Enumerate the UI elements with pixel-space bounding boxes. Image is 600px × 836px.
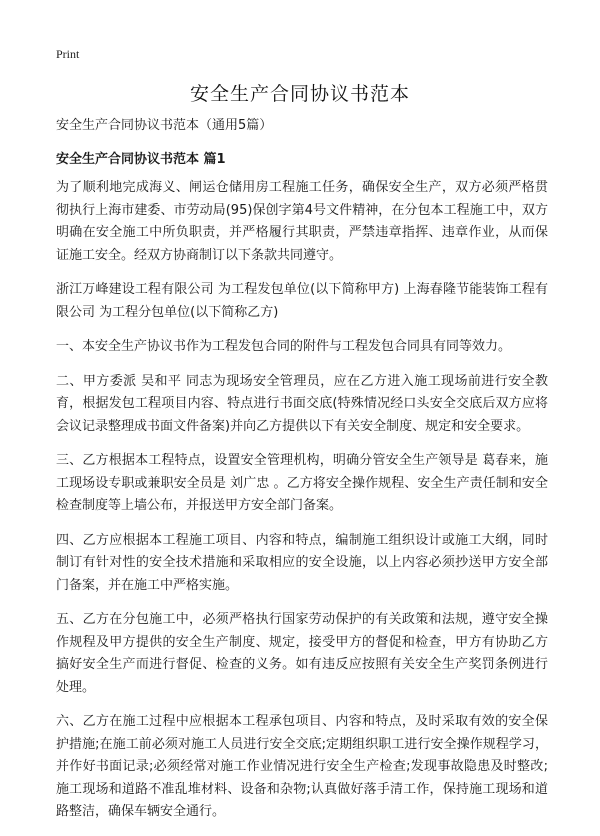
paragraph-clause-1: 一、本安全生产协议书作为工程发包合同的附件与工程发包合同具有同等效力。 (56, 339, 512, 354)
document-body (56, 116, 548, 836)
paragraph-intro: 为了顺利地完成海义、闸运仓储用房工程施工任务，确保安全生产，双方必须严格贯彻执行上海市建委、市劳动局(95)保创字第4号文件精神，在分包本工程施工中，双方明确在安全施工中所负职责，并严格履行其职责，严禁违章指挥、违章作业，从而保证施工安全。经双方协商制订以下条款共同遵守。 (56, 180, 548, 263)
paragraph-clause-3: 三、乙方根据本工程特点，设置安全管理机构，明确分管安全生产领导是 葛春来，施工现场设专职或兼职安全员是 刘广忠 。乙方将安全操作规程、安全生产责任制和安全检查制度等上墙公布，并报送甲方安全部门备案。 (56, 453, 548, 513)
print-link[interactable]: Print (56, 47, 80, 61)
paragraph-parties: 浙江万峰建设工程有限公司 为工程发包单位(以下简称甲方) 上海春隆节能装饰工程有限公司 为工程分包单位(以下简称乙方) (56, 282, 548, 320)
paragraph-clause-4: 四、乙方应根据本工程施工项目、内容和特点，编制施工组织设计或施工大纲，同时制订有针对性的安全技术措施和采取相应的安全设施，以上内容必须抄送甲方安全部门备案，并在施工中严格实施。 (56, 532, 548, 593)
paragraph-clause-5: 五、乙方在分包施工中，必须严格执行国家劳动保护的有关政策和法规，遵守安全操作规程及甲方提供的安全生产制度、规定，接受甲方的督促和检查，甲方有协助乙方搞好安全生产而进行督促、检查的义务。如有违反应按照有关安全生产奖罚条例进行处理。 (56, 612, 548, 695)
paragraph-clause-2: 二、甲方委派 吴和平 同志为现场安全管理员，应在乙方进入施工现场前进行安全教育，根据发包工程项目内容、特点进行书面交底(特殊情况经口头安全交底后双方应将会议记录整理成书面文件备案)并向乙方提供以下有关安全制度、规定和安全要求。 (56, 373, 548, 434)
paragraph-clause-6: 六、乙方在施工过程中应根据本工程承包项目、内容和特点，及时采取有效的安全保护措施;在施工前必须对施工人员进行安全交底;定期组织职工进行安全操作规程学习，并作好书面记录;必须经常对施工作业情况进行安全生产检查;发现事故隐患及时整改;施工现场和道路不准乱堆材料、设备和杂物;认真做好落手清工作，保持施工现场和道路整洁，确保车辆安全通行。 (56, 714, 548, 819)
document-subtitle: 安全生产合同协议书范本（通用5篇） (56, 118, 273, 133)
page-title: 安全生产合同协议书范本 (189, 83, 410, 105)
section-heading: 安全生产合同协议书范本 篇1 (56, 152, 226, 167)
